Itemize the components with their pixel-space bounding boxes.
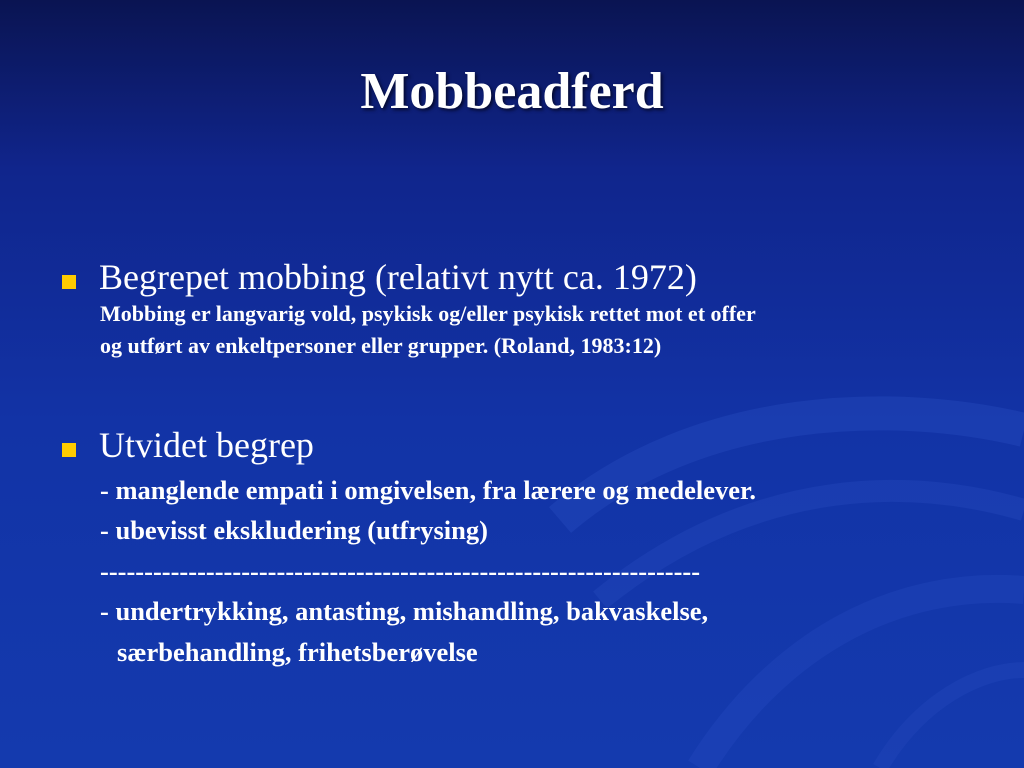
bullet-utvidet-begrep	[62, 426, 962, 672]
list-line-continuation: særbehandling, frihetsberøvelse	[117, 636, 478, 667]
bullet-row	[62, 426, 962, 466]
bullet-heading: Begrepet mobbing (relativt nytt ca. 1972)	[99, 257, 697, 297]
list-line: - ubevisst ekskludering (utfrysing)	[100, 515, 488, 546]
list-line: - manglende empati i omgivelsen, fra lærere og medelever.	[100, 474, 756, 505]
definition-line: og utført av enkeltpersoner eller grupper. (Roland, 1983:12)	[100, 332, 662, 358]
dashed-separator: --------------------------------------------------------------------	[100, 555, 701, 586]
definition-line: Mobbing er langvarig vold, psykisk og/eller psykisk rettet mot et offer	[100, 300, 756, 326]
bullet-begrepet-mobbing	[62, 258, 962, 362]
square-bullet-icon	[62, 275, 76, 289]
square-bullet-icon	[62, 443, 76, 457]
list-line: - undertrykking, antasting, mishandling, bakvaskelse,	[100, 596, 709, 627]
bullet-heading: Utvidet begrep	[99, 425, 314, 465]
bullet-row	[62, 258, 962, 298]
slide-title: Mobbeadferd	[360, 63, 664, 120]
